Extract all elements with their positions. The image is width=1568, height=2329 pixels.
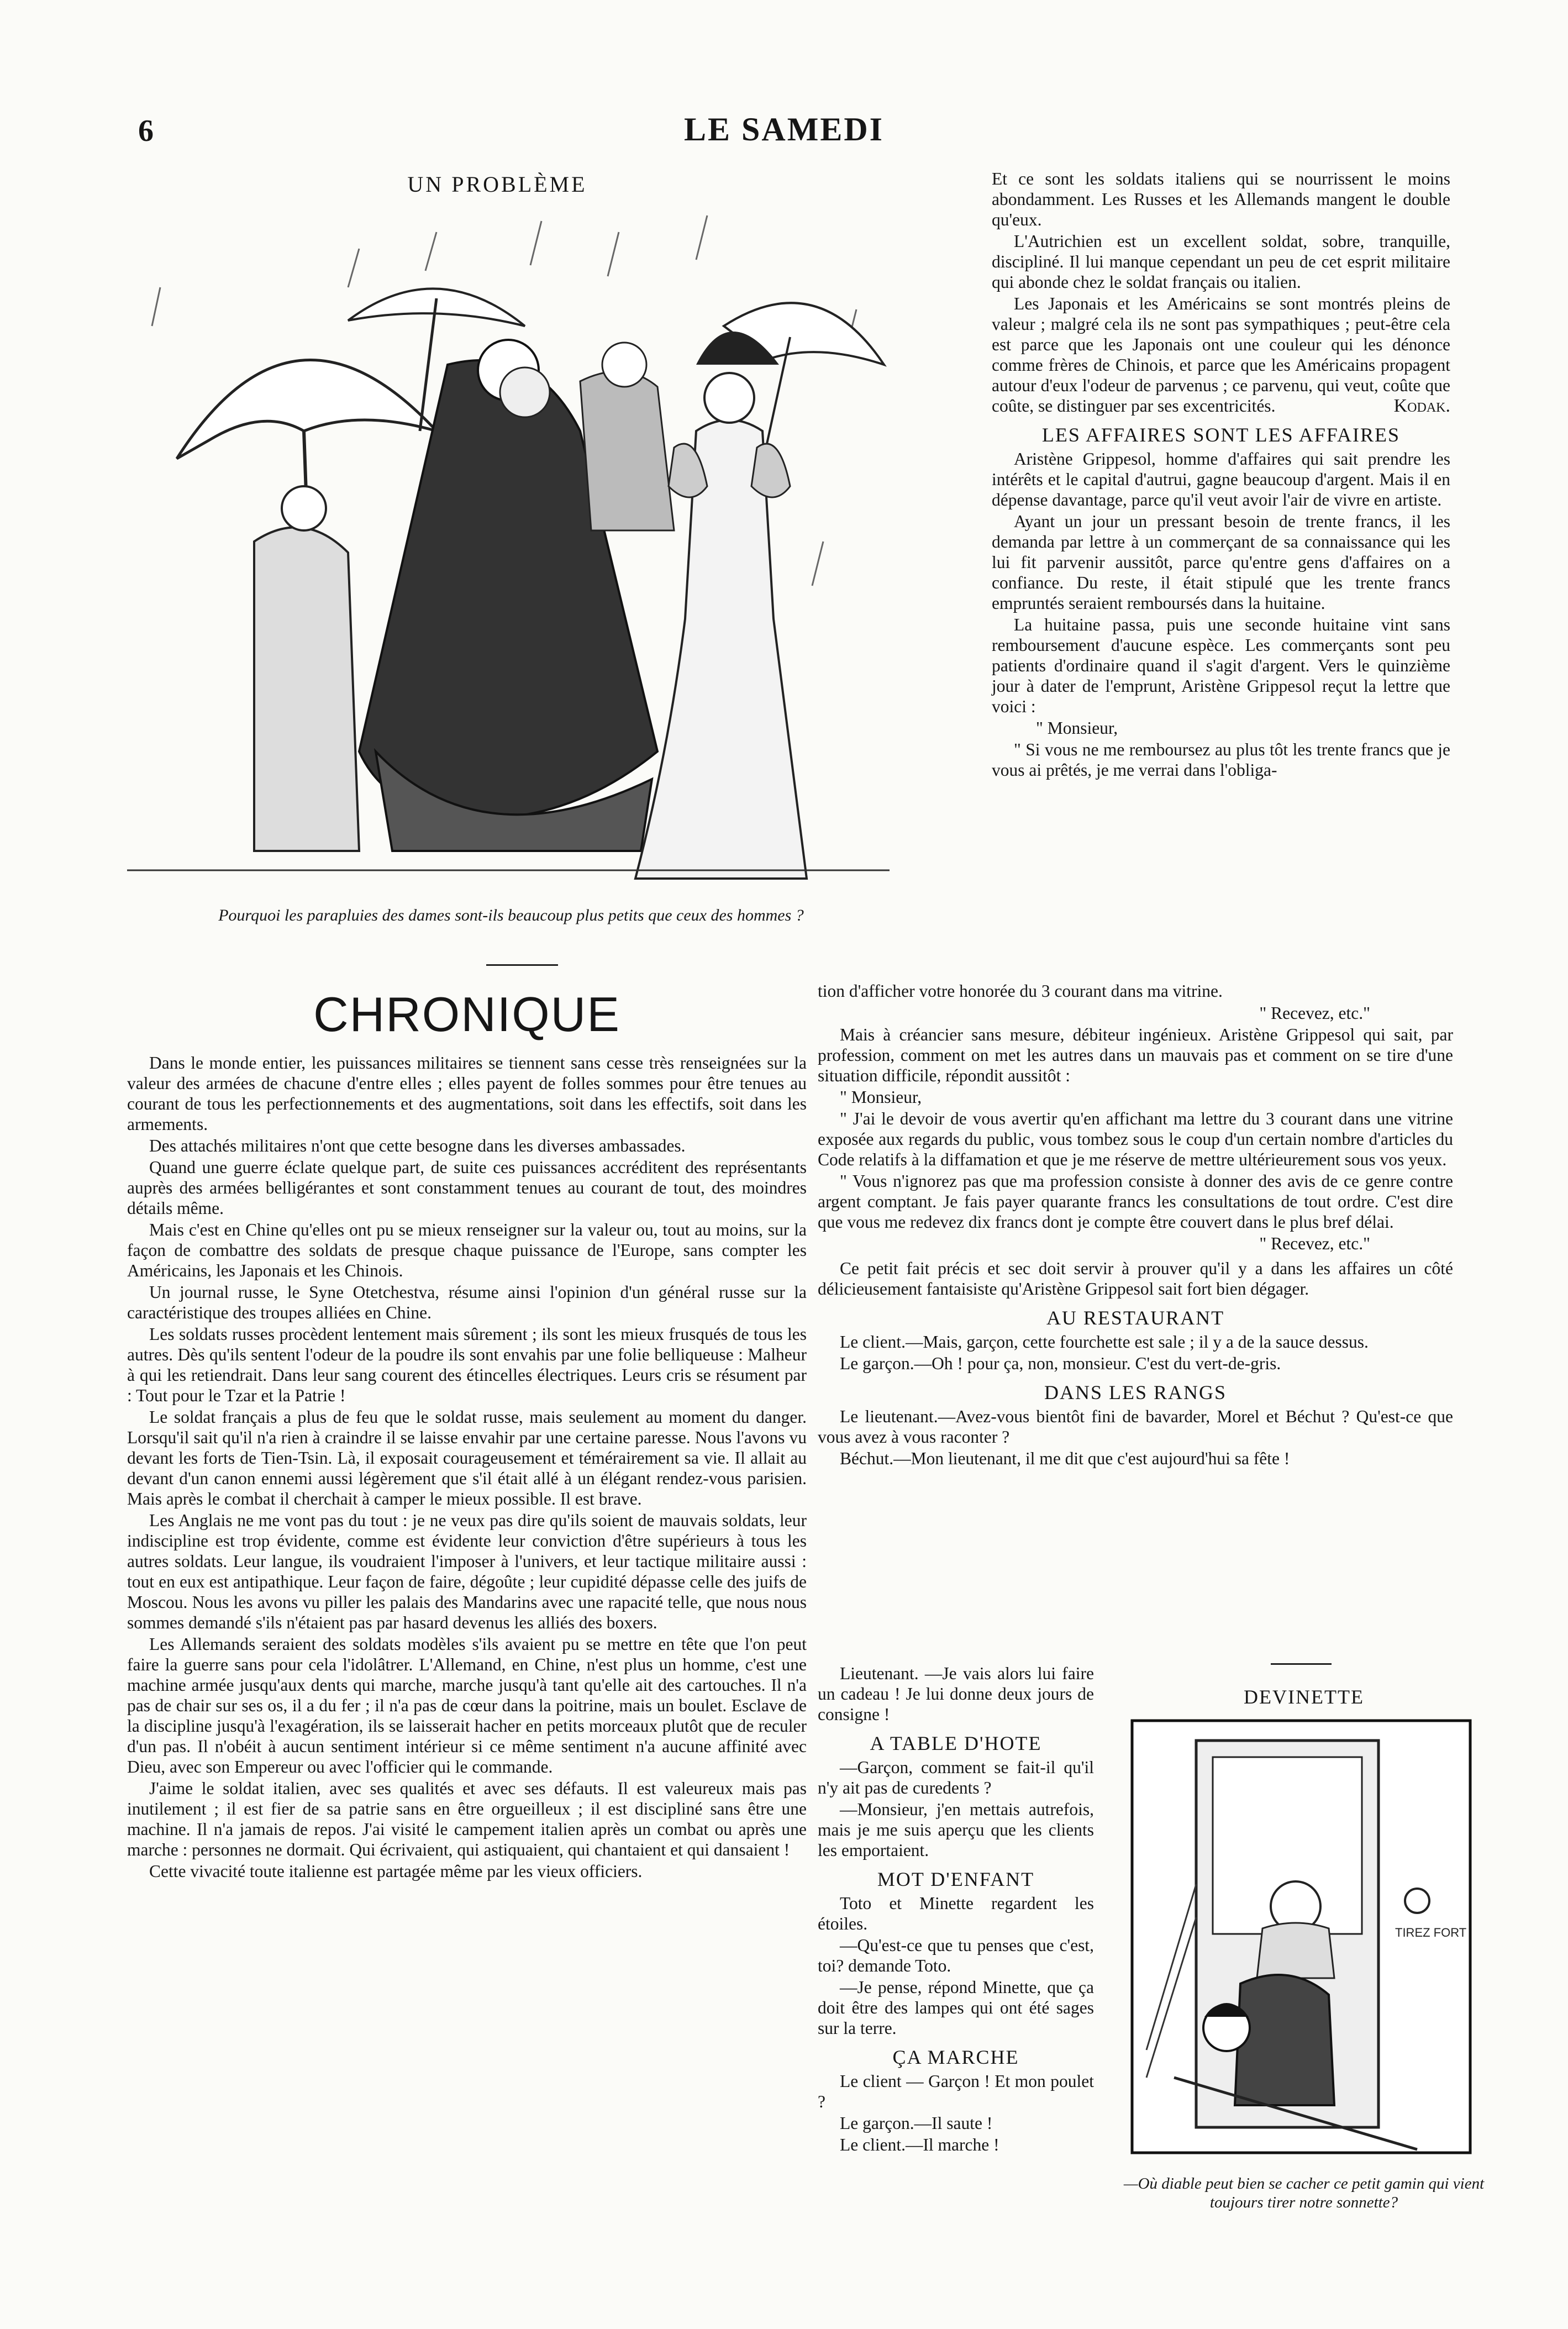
dialogue-line: Le garçon.—Il saute ! [840, 2114, 993, 2133]
paragraph: Cette vivacité toute italienne est partagée même par les vieux officiers. [149, 1862, 643, 1881]
dialogue-line: Le client.—Il marche ! [840, 2135, 999, 2154]
cartoon-title: UN PROBLÈME [407, 172, 587, 197]
paragraph: " Vous n'ignorez pas que ma profession consiste à donner des avis de ce genre contre argent comptant. Je fais payer quarante francs les consultations de tout ordre. C'est dire que vous me redevez dix francs dont je compte être couvert dans le plus bref délai. [818, 1171, 1453, 1232]
paragraph: Des attachés militaires n'ont que cette besogne dans les diverses ambassades. [149, 1136, 686, 1155]
chronique-title: CHRONIQUE [313, 987, 620, 1042]
right-column-middle [818, 1003, 1453, 1470]
paragraph: Un journal russe, le Syne Otetchestva, résume ainsi l'opinion d'un général russe sur la caractéristique des troupes alliées en Chine. [127, 1282, 807, 1322]
closing: " Recevez, etc." [1259, 1003, 1370, 1023]
page-number: 6 [138, 114, 154, 148]
paragraph: Mais à créancier sans mesure, débiteur ingénieux. Aristène Grippesol qui sait, par profession, comment on met les autres dans un mauvais pas et comment on se tire d'une situation difficile, répondit aussitôt : [818, 1025, 1453, 1085]
paragraph-text: Les Japonais et les Américains se sont montrés pleins de valeur ; malgré cela ils ne sont pas sympathiques ; peut-être cela est parce que les Japonais ont une couleur qui les dénonce comme frères de Chinois, et parce que les Américains propagent autour d'eux l'odeur de parvenus ; ce parvenu, qui veut, coûte que coûte, se distinguer par ses excentricités. [992, 294, 1450, 416]
dialogue-line: —Je pense, répond Minette, que ça doit être des lampes qui ont été sages sur la terre. [818, 1978, 1094, 2038]
paragraph: " Monsieur, [1036, 718, 1118, 738]
paragraph: Le soldat français a plus de feu que le soldat russe, mais seulement au moment du danger. Lorsqu'il sait qu'il n'a rien à craindre il se laisse envahir par une certaine paresse. Nous l'avons vu devant les forts de Tien-Tsin. Là, il exposait courageusement et témérairement sa vie. Il allait au devant d'un canon ennemi aussi légèrement que s'il était allé à un élégant rendez-vous parisien. Mais après le combat il cherchait à camper le mieux possible. Il est brave. [127, 1407, 807, 1508]
cartoon-caption: Pourquoi les parapluies des dames sont-ils beaucoup plus petits que ceux des hommes ? [218, 906, 804, 924]
right-column-top [992, 169, 1450, 781]
signature: Kodak. [1393, 396, 1450, 416]
right-subcolumn [818, 1663, 1094, 2156]
paragraph: Ce petit fait précis et sec doit servir à prouver qu'il y a dans les affaires un côté délicieusement fantaisiste qu'Aristène Grippesol sait fort bien dégager. [818, 1259, 1453, 1298]
devinette-illustration [1130, 1718, 1472, 2155]
paragraph: Quand une guerre éclate quelque part, de suite ces puissances accréditent des représentants auprès des armées belligérantes et sont constamment tenues au courant de tout, des moindres détails même. [127, 1158, 807, 1218]
divider [486, 964, 558, 966]
paragraph: " Monsieur, [840, 1087, 922, 1107]
section-title-mot-enfant: MOT D'ENFANT [877, 1868, 1035, 1890]
devinette-title: DEVINETTE [1244, 1686, 1364, 1708]
section-title-ca-marche: ÇA MARCHE [892, 2046, 1019, 2068]
devinette-caption: —Où diable peut bien se cacher ce petit gamin qui vient toujours tirer notre sonnette? [1123, 2175, 1485, 2211]
dialogue-line: Le client — Garçon ! Et mon poulet ? [818, 2072, 1094, 2111]
divider [1271, 1663, 1332, 1665]
dialogue-line: Le lieutenant.—Avez-vous bientôt fini de bavarder, Morel et Béchut ? Qu'est-ce que vous avez à vous raconter ? [818, 1407, 1453, 1447]
paragraph: La huitaine passa, puis une seconde huitaine vint sans remboursement d'aucune espèce. Les commerçants sont peu patients d'ordinaire quand il s'agit d'argent. Vers le quinzième jour à dater de l'emprunt, Aristène Grippesol reçut la lettre que voici : [992, 615, 1450, 716]
paragraph: " J'ai le devoir de vous avertir qu'en affichant ma lettre du 3 courant dans une vitrine exposée aux regards du public, vous tombez sous le coup d'un certain nombre d'articles du Code relatifs à la diffamation et que je me réserve de mettre ultérieurement sous vos yeux. [818, 1109, 1453, 1169]
paragraph: Les Allemands seraient des soldats modèles s'ils avaient pu se mettre en tête que l'on peut faire la guerre sans pour cela l'idolâtrer. L'Allemand, en Chine, n'est plus un homme, c'est une machine armée jusqu'aux dents qui marche, marche jusqu'à tant qu'elle ait des cartouches. Il n'a pas de chair sur ses os, il a du fer ; il n'a pas de cœur dans la poitrine, mais un boulet. Esclave de la discipline jusqu'à l'exagération, ils se laisserait hacher en petits morceaux plutôt que de reculer d'un pas. Il n'obéit à aucun sentiment intérieur si ce même sentiment n'a aucune affinité avec Dieu, avec son Empereur ou avec l'officier qui le commande. [127, 1634, 807, 1776]
section-title-affaires: LES AFFAIRES SONT LES AFFAIRES [1041, 424, 1401, 446]
dialogue-line: —Qu'est-ce que tu penses que c'est, toi? demande Toto. [818, 1936, 1094, 1975]
paragraph: Les Anglais ne me vont pas du tout : je ne veux pas dire qu'ils soient de mauvais soldats, leur indiscipline est trop évidente, comme est évidente leur conviction d'être supérieurs à tous les autres soldats. Leur langue, ils voudraient l'imposer à l'univers, et leur tactique militaire aussi : tout en eux est antipathique. Leur façon de faire, dégoûte ; leur cupidité dépasse celle des juifs de Moscou. Nous les avons vu piller les palais des Mandarins avec une rapacité telle, que nous nous sommes demandé s'ils n'étaient pas par hasard devenus les alliés des boxers. [127, 1511, 807, 1632]
dialogue-line: —Monsieur, j'en mettais autrefois, mais je me suis aperçu que les clients les emportaient. [818, 1800, 1094, 1860]
paragraph: Les soldats russes procèdent lentement mais sûrement ; ils sont les mieux frusqués de tous les autres. Dès qu'ils sentent l'odeur de la poudre ils sont envahis par une folie belliqueuse : Malheur à qui les retiendrait. Dans leur sang courent des étincelles électriques. Leurs cris se résument par : Tout pour le Tzar et la Patrie ! [127, 1324, 807, 1405]
paragraph: Ayant un jour un pressant besoin de trente francs, il les demanda par lettre à un commerçant de sa connaissance qui les lui fit parvenir aussitôt, parce qu'entre gens d'affaires on a confiance. Du reste, il était stipulé que les trente francs empruntés seraient remboursés dans la huitaine. [992, 512, 1450, 613]
section-title-restaurant: AU RESTAURANT [1046, 1307, 1225, 1329]
section-title-table-hote: A TABLE D'HOTE [870, 1732, 1042, 1754]
cartoon-illustration [127, 199, 890, 901]
spanning-line: tion d'afficher votre honorée du 3 courant dans ma vitrine. [818, 981, 1223, 1001]
paragraph: Mais c'est en Chine qu'elles ont pu se mieux renseigner sur la valeur ou, tout au moins, sur la façon de combattre des soldats de presque chaque puissance de l'Europe, sans compter les Américains, les Japonais et les Chinois. [127, 1220, 807, 1280]
paragraph [992, 293, 1450, 416]
closing: " Recevez, etc." [1259, 1234, 1370, 1253]
dialogue-line: Toto et Minette regardent les étoiles. [818, 1894, 1094, 1933]
chronique-body [127, 1053, 807, 1883]
paragraph: Dans le monde entier, les puissances militaires se tiennent sans cesse très renseignées sur la valeur des armées de chacune d'entre elles ; elles payent de folles sommes pour être tenues au courant de tous les perfectionnements et des augmentations, soit dans les effectifs, soit dans les armements. [127, 1053, 807, 1134]
paragraph: L'Autrichien est un excellent soldat, sobre, tranquille, discipliné. Il lui manque cependant un peu de cet esprit militaire qui abonde chez le soldat français ou italien. [992, 232, 1450, 292]
dialogue-line: Le client.—Mais, garçon, cette fourchette est sale ; il y a de la sauce dessus. [840, 1332, 1369, 1352]
dialogue-line: —Garçon, comment se fait-il qu'il n'y ait pas de curedents ? [818, 1758, 1094, 1797]
paragraph: Et ce sont les soldats italiens qui se nourrissent le moins abondamment. Les Russes et les Allemands mangent le double qu'eux. [992, 169, 1450, 229]
masthead: LE SAMEDI [683, 111, 885, 148]
dialogue-line: Lieutenant. —Je vais alors lui faire un cadeau ! Je lui donne deux jours de consigne ! [818, 1664, 1094, 1724]
dialogue-line: Le garçon.—Oh ! pour ça, non, monsieur. C'est du vert-de-gris. [840, 1354, 1281, 1373]
section-title-rangs: DANS LES RANGS [1044, 1381, 1227, 1403]
sign-text: TIREZ FORT [1395, 1926, 1467, 1939]
paragraph: J'aime le soldat italien, avec ses qualités et avec ses défauts. Il est valeureux mais pas inutilement ; il est fier de sa patrie sans en être orgueilleux ; il est discipliné sans être une machine. Il n'a jamais de repos. J'ai visité le campement italien après un combat ou après une marche : personnes ne dormait. Qui écrivaient, qui astiquaient, qui chantaient et qui dansaient ! [127, 1779, 807, 1859]
paragraph: " Si vous ne me remboursez au plus tôt les trente francs que je vous ai prêtés, je me verrai dans l'obliga- [992, 740, 1450, 780]
paragraph: Aristène Grippesol, homme d'affaires qui sait prendre les intérêts et le capital d'autrui, gagne beaucoup d'argent. Mais il en dépense davantage, parce qu'il veut avoir l'air de vivre en artiste. [992, 449, 1450, 509]
dialogue-line: Béchut.—Mon lieutenant, il me dit que c'est aujourd'hui sa fête ! [840, 1449, 1290, 1468]
